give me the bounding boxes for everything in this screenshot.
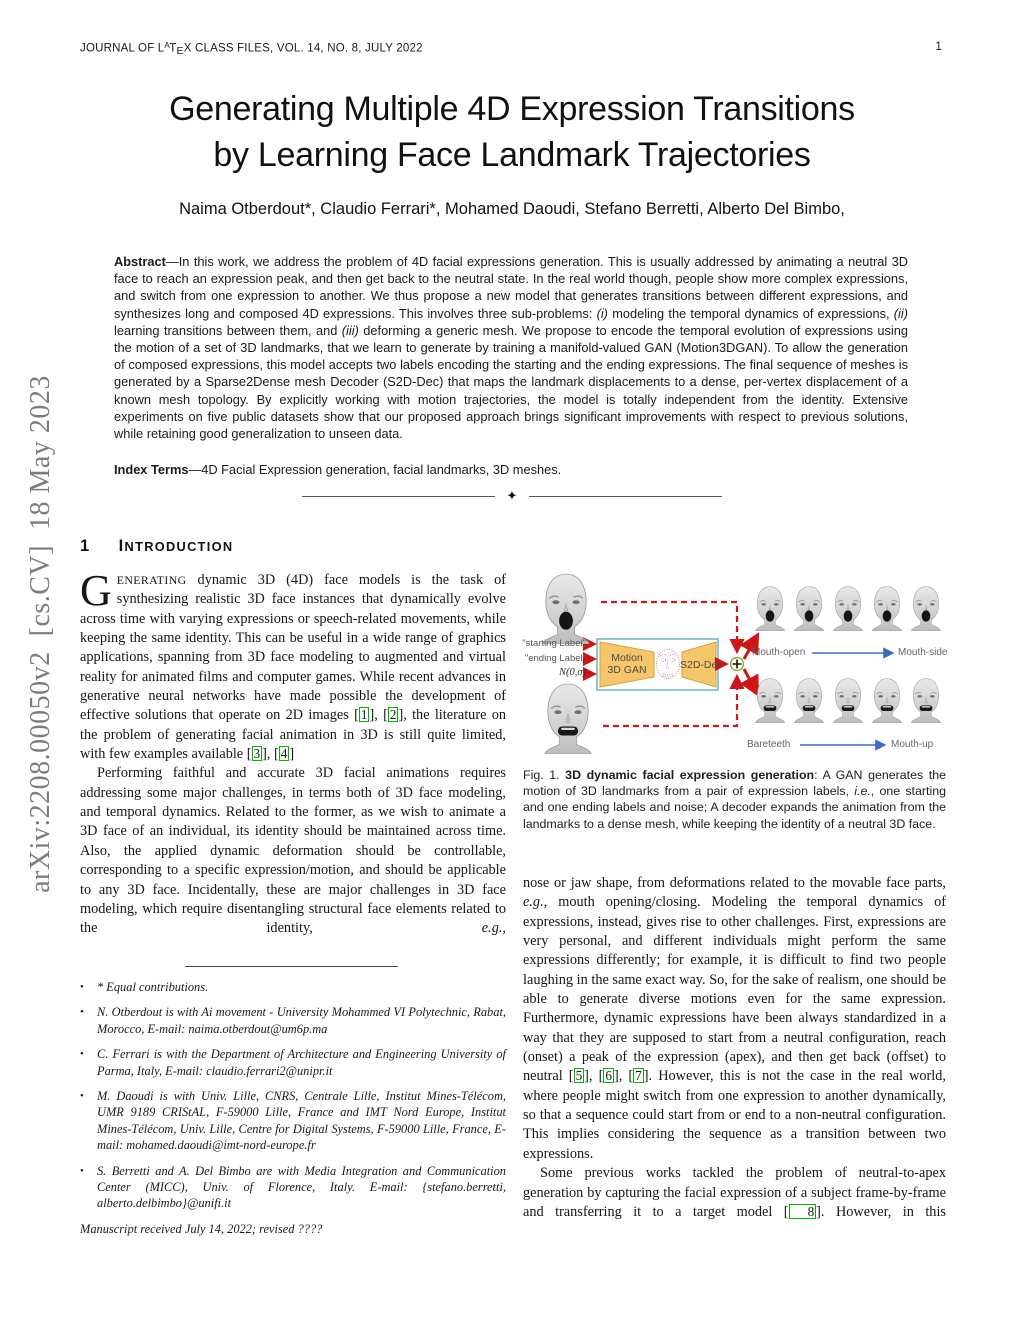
right-column xyxy=(523,874,946,1222)
text-segment: : A GAN generates the motion of 3D landmarks from a pair of expression labels, xyxy=(523,768,946,799)
paper-title-line2: by Learning Face Landmark Trajectories xyxy=(213,136,811,174)
text-segment: 3D dynamic facial expression generation xyxy=(565,768,815,782)
text-segment: —In this work, we address the problem of 4D facial expressions generation. This is usually addressed by animating a neutral 3D face to reach an expression peak, and then get back to the neutral state. In the real world though, people show more complex expressions, and switch from one expression to another. We thus propose a new model that generates transitions between different expressions, and synthesizes long and composed 4D expressions. This involves three sub-problems: xyxy=(114,254,908,321)
text-segment: (i) xyxy=(596,305,608,321)
text-segment: deforming a generic mesh. We propose to encode the temporal evolution of expressions using the motion of a set of 3D landmarks, that we learn to generate by training a manifold-valued GAN (Motion3DGAN). To allow the generation of composed expressions, this model accepts two labels encoding the starting and the ending expressions. The final sequence of meshes is generated by a Sparse2Dense mesh Decoder (S2D-Dec) that maps the landmark displacements to a dense, per-vertex displacement of a known mesh topology. By explicitly working with motion trajectories, the model is totally independent from the identity. Extensive experiments on five public datasets show that our proposed approach brings significant improvements with respect to previous solutions, while retaining good generalization to unseen data. xyxy=(114,322,908,442)
footnote-rule xyxy=(185,966,398,967)
text-segment: Performing faithful and accurate 3D facial animations requires addressing some major challenges, in terms both of 3D face modeling, and temporal dynamics. Related to the former, as we wish to animate a 3D face of an individual, its identity should be maintained across time. Also, the applied dynamic deformation should be controllable, corresponding to a specific expression/motion, and should be applicable to any 3D face. Incidentally, these are major challenges in 3D face modeling, which require disentangling structural face elements related to the identity, xyxy=(80,765,506,937)
citation-ref[interactable]: 5 xyxy=(575,1068,583,1084)
text-segment: ], [ xyxy=(613,1068,634,1085)
text-segment: ], [ xyxy=(369,707,388,724)
page-number: 1 xyxy=(935,41,942,53)
text-segment: e.g., xyxy=(481,920,506,937)
text-segment: nose or jaw shape, from deformations related to the movable face parts, xyxy=(523,875,946,891)
section-separator xyxy=(302,489,722,503)
citation-ref[interactable]: 1 xyxy=(360,707,368,723)
noise-label: N(0,σ) xyxy=(558,667,586,678)
footnote-item: • N. Otberdout is with Ai movement - University Mohammed VI Polytechnic, Rabat, Morocco, E-mail: naima.otberdout@um6p.ma xyxy=(80,1005,506,1036)
bullet-icon: • xyxy=(80,1164,84,1177)
paragraph xyxy=(80,764,506,938)
paragraph xyxy=(80,566,507,764)
face-mesh-seq1 xyxy=(789,576,829,640)
citation-ref[interactable]: 4 xyxy=(280,746,288,762)
starting-label: "starting Label" xyxy=(522,638,586,649)
figure-1-caption xyxy=(523,767,946,832)
citation-ref[interactable]: 2 xyxy=(389,707,397,723)
row2-start-label: Bareteeth xyxy=(747,739,791,750)
row1-start-label: Mouth-open xyxy=(752,647,806,658)
authors-line: Naima Otberdout*, Claudio Ferrari*, Mohamed Daoudi, Stefano Berretti, Alberto Del Bimbo, xyxy=(179,200,845,218)
separator-line xyxy=(302,496,495,497)
text-segment: ]. However, in this xyxy=(816,1203,946,1220)
text-segment: ], [ xyxy=(584,1068,604,1085)
text-segment: ], the literature on the problem of generating facial animation in 3D is still quite limited, with few examples available [ xyxy=(80,707,507,763)
diamond-icon: ✦ xyxy=(506,488,518,503)
manuscript-received-note: Manuscript received July 14, 2022; revised ???? xyxy=(80,1221,323,1236)
face-mesh-seq2 xyxy=(906,668,946,732)
text-segment: G xyxy=(80,566,112,615)
bullet-icon: • xyxy=(80,1090,84,1103)
index-terms-text: —4D Facial Expression generation, facial landmarks, 3D meshes. xyxy=(188,462,562,477)
face-mesh-seq1 xyxy=(906,576,946,640)
text-segment: modeling the temporal dynamics of expressions, xyxy=(607,305,894,321)
text-segment: Some previous works tackled the problem of neutral-to-apex generation by capturing the facial expression of a subject frame-by-frame and transferring it to a target model [ xyxy=(523,1165,946,1220)
bullet-icon: • xyxy=(80,981,84,993)
text-segment: ENERATING xyxy=(116,573,187,587)
text-segment: ]. However, this is not the case in the real world, where people might switch from one expression to another dynamically, so that a sequence could start from or end to a non-neutral configuration. This implies considering the sequence as a transition between two expressions. xyxy=(523,1068,946,1162)
citation-ref[interactable]: 6 xyxy=(605,1068,612,1084)
s2d-dec-label: S2D-Dec xyxy=(680,659,723,671)
footnote-item: • C. Ferrari is with the Department of Architecture and Engineering University of Parma, Italy, E-mail: claudio.ferrari2@unipr.it xyxy=(80,1047,506,1078)
journal-name: JOURNAL OF $L^ATEX$ CLASS FILES, VOL. 14, NO. 8, JULY 2022 xyxy=(80,41,423,57)
paragraph xyxy=(523,874,946,1164)
text-segment: learning transitions between them, and xyxy=(114,322,342,338)
text-segment: , one starting and one ending labels and noise; A decoder expands the animation from the landmarks to a dense mesh, while keeping the identity of a neutral 3D face. xyxy=(523,784,946,831)
section-number: 1 xyxy=(80,537,90,555)
text-segment: dynamic 3D (4D) face models is the task of synthesizing realistic 3D face instances that dynamically evolve across time with varying expressions or speech-related movements, while keeping the same identity. This can be useful in a wide range of graphics applications, spanning from 3D face modeling to augmented and virtual reality for animated films and computer games. While recent advances in generative neural networks have made possible the development of effective solutions that operate on 2D images [ xyxy=(80,572,506,724)
row1-end-label: Mouth-side xyxy=(898,647,948,658)
footnotes xyxy=(80,979,506,1237)
face-mesh-seq2 xyxy=(750,668,790,732)
paper-title xyxy=(0,86,1024,178)
face-mesh-seq2 xyxy=(867,668,907,732)
separator-line xyxy=(529,496,722,497)
citation-ref[interactable]: 3 xyxy=(253,746,261,762)
text-segment: , mouth opening/closing. Modeling the temporal dynamics of expressions, instead, gives rise to other challenges. First, expressions are very personal, and different individuals might perform the same expressions differently; for example, it is difficult to find two people laughing in the same exact way. So, for the sake of realism, one should be able to generate diverse motions even for the same expression. Furthermore, dynamic expressions have been always standardized in a way that they are supposed to start from a neutral configuration, reach (onset) a peak of the expression (apex), and then get back (offset) to neutral [ xyxy=(523,894,946,1085)
paper-title-line1: Generating Multiple 4D Expression Transitions xyxy=(169,90,855,128)
face-mesh-seq2 xyxy=(789,668,829,732)
citation-ref[interactable]: 7 xyxy=(635,1068,642,1084)
face-mesh-seq1 xyxy=(828,576,868,640)
row2-end-label: Mouth-up xyxy=(891,739,934,750)
index-terms-label: Index Terms xyxy=(114,462,189,477)
ending-label: "ending Label" xyxy=(524,653,586,664)
section-title: INTRODUCTION xyxy=(118,537,234,555)
text-segment: (ii) xyxy=(893,305,908,321)
face-mesh-start xyxy=(533,572,599,644)
arxiv-watermark: arXiv:2208.00050v2 [cs.CV] 18 May 2023 xyxy=(25,375,56,893)
text-segment: (iii) xyxy=(341,322,359,338)
text-segment: ], [ xyxy=(262,746,279,763)
index-terms xyxy=(114,462,908,477)
face-mesh-seq1 xyxy=(750,576,790,640)
footnote-item: • S. Berretti and A. Del Bimbo are with Media Integration and Communication Center (MICC), Univ. of Florence, Italy. E-mail: {stefano.berretti, alberto.delbimbo}@unifi.it xyxy=(80,1163,506,1211)
text-segment: i.e. xyxy=(854,784,871,799)
motion3dgan-label: Motion 3D GAN xyxy=(607,652,647,676)
left-column xyxy=(80,566,507,939)
figure-1 xyxy=(520,568,950,764)
paragraph xyxy=(523,1164,946,1222)
footnote-item: • M. Daoudi is with Univ. Lille, CNRS, Centrale Lille, Institut Mines-Télécom, UMR 9189 CRIStAL, F-59000 Lille, France and IMT Nord Europe, Institut Mines-Télécom, Univ. Lille, Centre for Digital Systems, F-59000 Lille, France, E-mail: mohamed.daoudi@imt-nord-europe.fr xyxy=(80,1089,506,1153)
footnote-item: • * Equal contributions. xyxy=(80,980,209,994)
text-segment: ] xyxy=(289,746,295,763)
face-mesh-seq2 xyxy=(828,668,868,732)
abstract xyxy=(114,253,908,442)
text-segment: Fig. 1. xyxy=(523,768,566,782)
face-mesh-seq1 xyxy=(867,576,907,640)
face-mesh-end xyxy=(535,682,601,754)
citation-ref[interactable]: 8 xyxy=(789,1204,817,1219)
bullet-icon: • xyxy=(80,1006,84,1019)
abstract-text xyxy=(114,254,908,441)
running-header xyxy=(80,41,942,57)
bullet-icon: • xyxy=(80,1048,84,1061)
section-heading-introduction xyxy=(80,537,233,556)
abstract-label: Abstract xyxy=(114,254,166,269)
text-segment: e.g. xyxy=(523,894,544,911)
